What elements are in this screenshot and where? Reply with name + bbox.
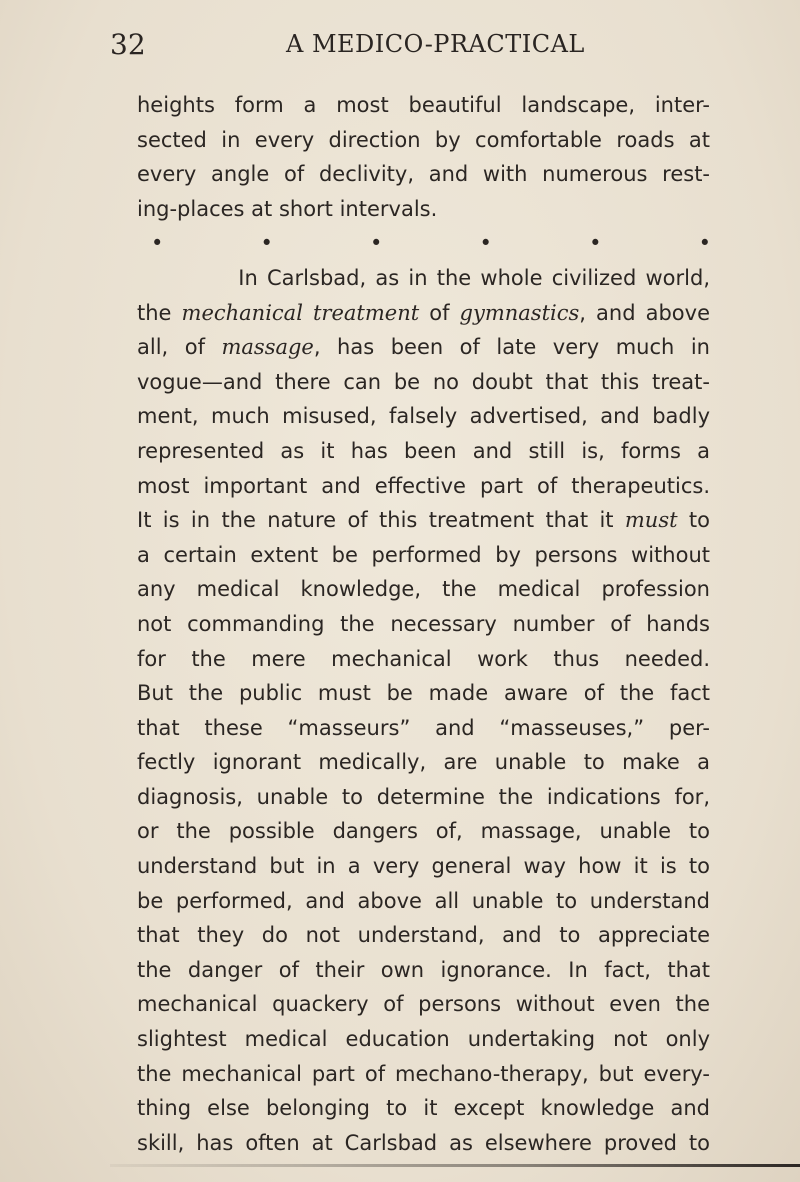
text-line — [137, 330, 710, 365]
separator-dot: • — [370, 231, 383, 256]
line-text: the — [137, 300, 182, 325]
separator-dot: • — [260, 231, 273, 256]
italic-term: gymnastics — [459, 300, 580, 325]
text-line — [137, 503, 710, 538]
text-line: heights form a most beautiful landscape, inter- — [137, 93, 710, 117]
text-line: or the possible dangers of, massage, unable to — [137, 819, 710, 844]
text-line: vogue—and there can be no doubt that this treat- — [137, 369, 710, 394]
running-head — [110, 28, 710, 68]
text-line: that these “masseurs” and “masseuses,” per- — [137, 715, 710, 740]
text-line: diagnosis, unable to determine the indications for, — [137, 784, 710, 809]
text-line: understand but in a very general way how it is to — [137, 854, 710, 879]
section-separator-dots — [137, 226, 711, 261]
line-text: to — [677, 508, 710, 533]
line-text: In Carlsbad, as in the whole civilized world, — [238, 265, 710, 290]
running-title: A MEDICO-PRACTICAL — [286, 30, 585, 58]
text-line: ing-places at short intervals. — [137, 196, 438, 221]
text-line: fectly ignorant medically, are unable to make a — [137, 750, 710, 775]
text-line: the danger of their own ignorance. In fact, that — [137, 957, 710, 982]
text-line: skill, has often at Carlsbad as elsewhere proved to — [137, 1130, 710, 1155]
text-line: that they do not understand, and to appreciate — [137, 923, 710, 948]
text-line: slightest medical education undertaking not only — [137, 1027, 710, 1052]
text-line: thing else belonging to it except knowledge and — [137, 1096, 710, 1121]
separator-dot: • — [698, 231, 711, 256]
line-text: , has been of late very much in — [313, 335, 710, 360]
line-text: , and above — [579, 300, 710, 325]
line-text: of — [419, 300, 460, 325]
separator-dot: • — [151, 231, 164, 256]
text-line: not commanding the necessary number of hands — [137, 611, 710, 636]
text-line: for the mere mechanical work thus needed. — [137, 646, 710, 671]
line-text: all, of — [137, 335, 222, 360]
paragraph-1 — [137, 88, 710, 226]
text-line: the mechanical part of mechano-therapy, but every- — [137, 1061, 710, 1086]
text-line: But the public must be made aware of the fact — [137, 681, 710, 706]
text-line: sected in every direction by comfortable roads at — [137, 127, 710, 152]
italic-term: must — [624, 508, 678, 533]
body-text — [137, 88, 710, 1160]
text-line: mechanical quackery of persons without even the — [137, 992, 710, 1017]
paragraph-2 — [137, 261, 710, 1160]
text-line: represented as it has been and still is, forms a — [137, 438, 710, 463]
line-text: It is in the nature of this treatment that it — [137, 508, 625, 533]
page-edge-shadow — [110, 1164, 800, 1167]
text-line — [137, 261, 710, 296]
text-line: ment, much misused, falsely advertised, and badly — [137, 404, 710, 429]
separator-dot: • — [589, 231, 602, 256]
italic-term: mechanical treatment — [181, 300, 420, 325]
indent-space — [137, 266, 238, 290]
text-line: most important and effective part of therapeutics. — [137, 473, 710, 498]
page-number: 32 — [110, 28, 146, 61]
text-line — [137, 296, 710, 331]
text-line: be performed, and above all unable to understand — [137, 888, 710, 913]
text-line: any medical knowledge, the medical profession — [137, 577, 710, 602]
text-line: every angle of declivity, and with numerous rest- — [137, 162, 710, 187]
separator-dot: • — [479, 231, 492, 256]
text-line: a certain extent be performed by persons without — [137, 542, 710, 567]
italic-term: massage — [221, 335, 314, 360]
